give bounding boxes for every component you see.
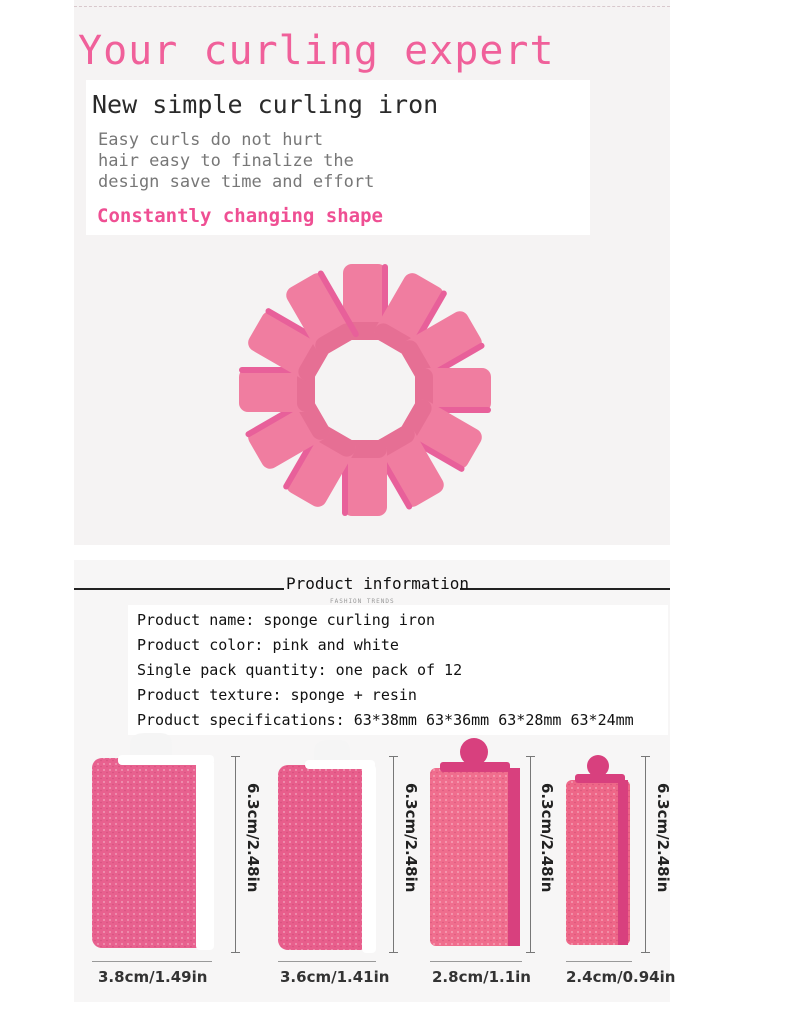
texture-line: Product texture: sponge + resin	[137, 686, 417, 704]
dimension-tick	[231, 756, 240, 757]
specifications-line: Product specifications: 63*38mm 63*36mm 63*28mm 63*24mm	[137, 711, 634, 729]
dimension-tick	[231, 952, 240, 953]
product-color-line: Product color: pink and white	[137, 636, 399, 654]
dimension-tick	[389, 756, 398, 757]
hero-description: Easy curls do not hurt hair easy to finalize the design save time and effort	[98, 130, 375, 192]
hero-subtitle: New simple curling iron	[92, 90, 439, 119]
height-dimension-4	[645, 756, 646, 952]
dimension-tick	[389, 952, 398, 953]
roller-extra-small	[566, 755, 630, 945]
hero-tagline: Constantly changing shape	[97, 205, 383, 227]
hero-title: Your curling expert	[78, 28, 555, 74]
dimension-tick	[641, 756, 650, 757]
dimension-tick	[526, 952, 535, 953]
roller-medium	[278, 740, 376, 953]
roller-4-height-label: 6.3cm/2.48in	[654, 783, 672, 893]
width-dimension-1	[92, 961, 212, 962]
dimension-tick	[641, 952, 650, 953]
roller-large	[92, 733, 214, 950]
section-title: Product information	[286, 574, 470, 593]
height-dimension-1	[235, 756, 236, 952]
roller-1-width-label: 3.8cm/1.49in	[98, 968, 208, 986]
dimension-tick	[526, 756, 535, 757]
roller-2-height-label: 6.3cm/2.48in	[402, 783, 420, 893]
height-dimension-3	[530, 756, 531, 952]
roller-small	[430, 738, 520, 946]
height-dimension-2	[393, 756, 394, 952]
width-dimension-3	[430, 961, 522, 962]
roller-2-width-label: 3.6cm/1.41in	[280, 968, 390, 986]
roller-3-height-label: 6.3cm/2.48in	[538, 783, 556, 893]
roller-3-width-label: 2.8cm/1.1in	[432, 968, 531, 986]
section-subtitle: FASHION TRENDS	[330, 598, 395, 605]
width-dimension-2	[278, 961, 376, 962]
roller-1-height-label: 6.3cm/2.48in	[244, 783, 262, 893]
pack-quantity-line: Single pack quantity: one pack of 12	[137, 661, 463, 679]
width-dimension-4	[566, 961, 632, 962]
roller-4-width-label: 2.4cm/0.94in	[566, 968, 676, 986]
product-name-line: Product name: sponge curling iron	[137, 611, 436, 629]
